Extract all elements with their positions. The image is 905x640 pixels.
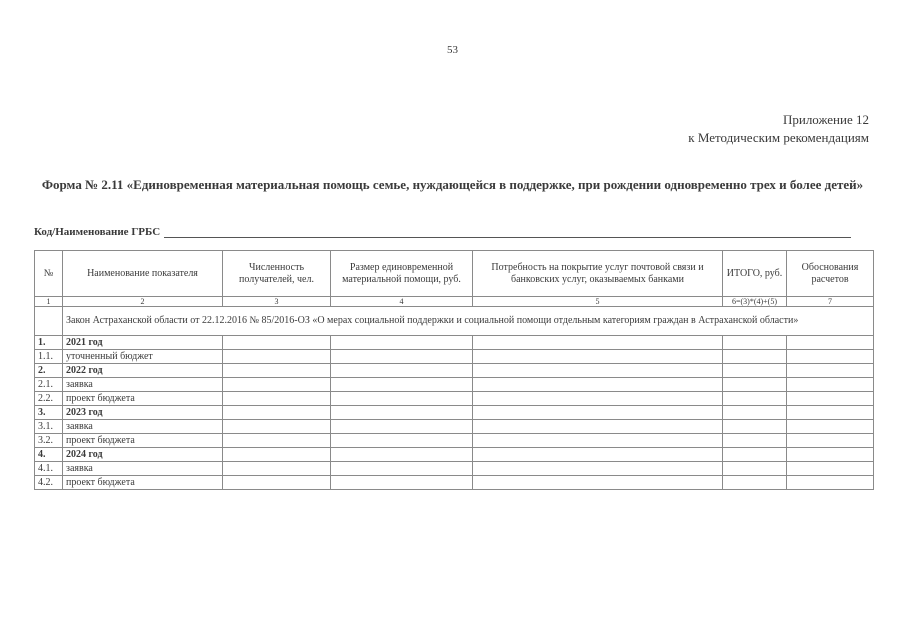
value-cell[interactable] bbox=[223, 336, 331, 350]
page-number: 53 bbox=[447, 44, 458, 56]
value-cell[interactable] bbox=[223, 392, 331, 406]
value-cell[interactable] bbox=[473, 406, 723, 420]
value-cell[interactable] bbox=[787, 434, 874, 448]
value-cell[interactable] bbox=[723, 378, 787, 392]
value-cell[interactable] bbox=[787, 406, 874, 420]
value-cell[interactable] bbox=[723, 336, 787, 350]
row-number: 2.2. bbox=[35, 392, 63, 406]
value-cell[interactable] bbox=[331, 364, 473, 378]
table-row bbox=[35, 378, 874, 392]
value-cell[interactable] bbox=[473, 350, 723, 364]
row-number: 2.1. bbox=[35, 378, 63, 392]
column-number: 2 bbox=[63, 297, 223, 307]
value-cell[interactable] bbox=[787, 350, 874, 364]
header-cell: Численность получателей, чел. bbox=[223, 251, 331, 297]
value-cell[interactable] bbox=[473, 420, 723, 434]
row-number: 4. bbox=[35, 448, 63, 462]
value-cell[interactable] bbox=[223, 406, 331, 420]
table-row bbox=[35, 392, 874, 406]
value-cell[interactable] bbox=[331, 420, 473, 434]
grbs-field bbox=[34, 226, 851, 238]
law-text: Закон Астраханской области от 22.12.2016 № 85/2016-ОЗ «О мерах социальной поддержки и социальной помощи отдельным категориям граждан в Астраханской области» bbox=[63, 307, 874, 336]
value-cell[interactable] bbox=[331, 378, 473, 392]
header-cell: № bbox=[35, 251, 63, 297]
appendix-note bbox=[688, 111, 869, 147]
row-number: 3.1. bbox=[35, 420, 63, 434]
header-row bbox=[35, 251, 874, 297]
form-title: Форма № 2.11 «Единовременная материальная помощь семье, нуждающейся в поддержке, при рождении одновременно трех и более детей» bbox=[41, 177, 864, 192]
value-cell[interactable] bbox=[331, 462, 473, 476]
header-cell: Размер единовременной материальной помощи, руб. bbox=[331, 251, 473, 297]
table-row bbox=[35, 434, 874, 448]
column-number: 3 bbox=[223, 297, 331, 307]
table-row bbox=[35, 336, 874, 350]
row-name: 2024 год bbox=[63, 448, 223, 462]
law-row bbox=[35, 307, 874, 336]
row-number: 4.1. bbox=[35, 462, 63, 476]
value-cell[interactable] bbox=[723, 448, 787, 462]
value-cell[interactable] bbox=[331, 476, 473, 490]
header-cell: Наименование показателя bbox=[63, 251, 223, 297]
table-row bbox=[35, 350, 874, 364]
value-cell[interactable] bbox=[787, 392, 874, 406]
value-cell[interactable] bbox=[331, 434, 473, 448]
value-cell[interactable] bbox=[723, 350, 787, 364]
value-cell[interactable] bbox=[331, 336, 473, 350]
table-row bbox=[35, 476, 874, 490]
row-name: уточненный бюджет bbox=[63, 350, 223, 364]
value-cell[interactable] bbox=[787, 378, 874, 392]
value-cell[interactable] bbox=[723, 392, 787, 406]
grbs-label: Код/Наименование ГРБС bbox=[34, 226, 161, 238]
column-number: 7 bbox=[787, 297, 874, 307]
value-cell[interactable] bbox=[331, 350, 473, 364]
value-cell[interactable] bbox=[787, 476, 874, 490]
value-cell[interactable] bbox=[223, 462, 331, 476]
table-row bbox=[35, 420, 874, 434]
appendix-line-2: к Методическим рекомендациям bbox=[688, 130, 869, 145]
value-cell[interactable] bbox=[723, 364, 787, 378]
row-number: 2. bbox=[35, 364, 63, 378]
value-cell[interactable] bbox=[223, 448, 331, 462]
value-cell[interactable] bbox=[331, 448, 473, 462]
value-cell[interactable] bbox=[473, 378, 723, 392]
table-row bbox=[35, 406, 874, 420]
value-cell[interactable] bbox=[223, 378, 331, 392]
header-cell: ИТОГО, руб. bbox=[723, 251, 787, 297]
column-number: 4 bbox=[331, 297, 473, 307]
value-cell[interactable] bbox=[787, 420, 874, 434]
law-empty-cell bbox=[35, 307, 63, 336]
table-row bbox=[35, 462, 874, 476]
row-number: 4.2. bbox=[35, 476, 63, 490]
value-cell[interactable] bbox=[723, 420, 787, 434]
row-name: проект бюджета bbox=[63, 476, 223, 490]
value-cell[interactable] bbox=[723, 476, 787, 490]
row-name: проект бюджета bbox=[63, 392, 223, 406]
value-cell[interactable] bbox=[223, 434, 331, 448]
value-cell[interactable] bbox=[473, 434, 723, 448]
value-cell[interactable] bbox=[787, 462, 874, 476]
value-cell[interactable] bbox=[787, 364, 874, 378]
value-cell[interactable] bbox=[473, 392, 723, 406]
value-cell[interactable] bbox=[723, 434, 787, 448]
value-cell[interactable] bbox=[723, 406, 787, 420]
appendix-line-1: Приложение 12 bbox=[782, 112, 869, 127]
value-cell[interactable] bbox=[473, 364, 723, 378]
row-number: 3.2. bbox=[35, 434, 63, 448]
row-name: 2022 год bbox=[63, 364, 223, 378]
column-number: 6=(3)*(4)+(5) bbox=[723, 297, 787, 307]
value-cell[interactable] bbox=[331, 392, 473, 406]
row-name: заявка bbox=[63, 462, 223, 476]
row-number: 1. bbox=[35, 336, 63, 350]
value-cell[interactable] bbox=[331, 406, 473, 420]
value-cell[interactable] bbox=[723, 462, 787, 476]
column-number: 5 bbox=[473, 297, 723, 307]
table-row bbox=[35, 364, 874, 378]
value-cell[interactable] bbox=[473, 462, 723, 476]
header-cell: Потребность на покрытие услуг почтовой связи и банковских услуг, оказываемых банками bbox=[473, 251, 723, 297]
value-cell[interactable] bbox=[473, 336, 723, 350]
column-number: 1 bbox=[35, 297, 63, 307]
value-cell[interactable] bbox=[787, 448, 874, 462]
form-table bbox=[34, 250, 874, 490]
value-cell[interactable] bbox=[787, 336, 874, 350]
value-cell[interactable] bbox=[473, 448, 723, 462]
value-cell[interactable] bbox=[223, 476, 331, 490]
row-name: проект бюджета bbox=[63, 434, 223, 448]
row-name: 2021 год bbox=[63, 336, 223, 350]
row-name: заявка bbox=[63, 378, 223, 392]
grbs-input-line[interactable] bbox=[164, 227, 851, 238]
value-cell[interactable] bbox=[473, 476, 723, 490]
row-name: 2023 год bbox=[63, 406, 223, 420]
value-cell[interactable] bbox=[223, 364, 331, 378]
header-cell: Обоснования расчетов bbox=[787, 251, 874, 297]
row-number: 3. bbox=[35, 406, 63, 420]
value-cell[interactable] bbox=[223, 420, 331, 434]
value-cell[interactable] bbox=[223, 350, 331, 364]
table-row bbox=[35, 448, 874, 462]
row-name: заявка bbox=[63, 420, 223, 434]
column-number-row bbox=[35, 297, 874, 307]
row-number: 1.1. bbox=[35, 350, 63, 364]
